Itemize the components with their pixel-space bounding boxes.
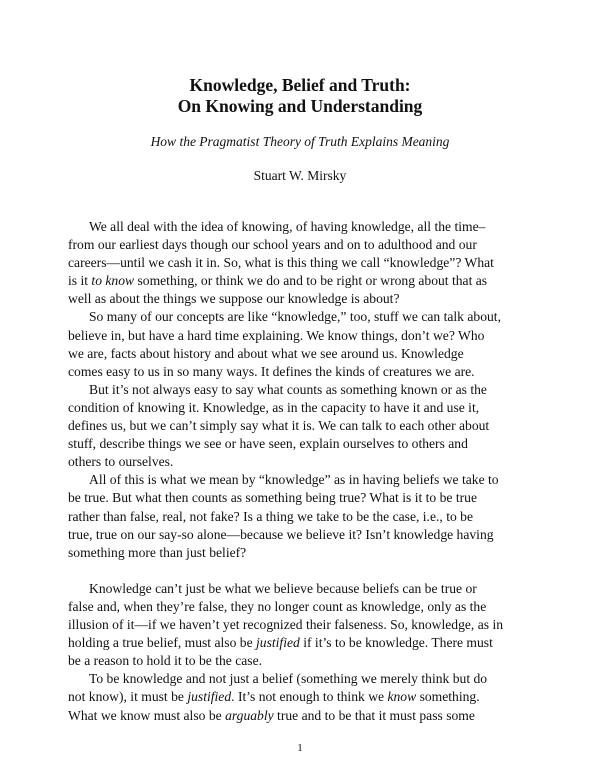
text-line: rather than false, real, not fake? Is a thing we take to be the case, i.e., to be	[68, 508, 473, 524]
text-line: defines us, but we can’t simply say what it is. We can talk to each other about	[68, 418, 490, 434]
subtitle: How the Pragmatist Theory of Truth Explains Meaning	[150, 134, 450, 149]
text-line: be true. But what then counts as something being true? What is it to be true	[68, 490, 477, 506]
text-line: What we know must also be arguably true and to be that it must pass some	[68, 707, 475, 723]
text-line: We all deal with the idea of knowing, of having knowledge, all the time–	[89, 219, 486, 234]
emphasis: know	[387, 689, 417, 705]
text-line: be a reason to hold it to be the case.	[68, 653, 263, 669]
text-line: careers—until we cash it in. So, what is this thing we call “knowledge”? What	[68, 255, 494, 271]
text-line: well as about the things we suppose our knowledge is about?	[68, 291, 400, 307]
text-line: Knowledge can’t just be what we believe because beliefs can be true or	[89, 580, 477, 596]
text-line: comes easy to us in so many ways. It defines the kinds of creatures we are.	[68, 363, 475, 379]
text-line: something more than just belief?	[68, 544, 247, 560]
paragraph	[68, 308, 538, 380]
emphasis: arguably	[225, 707, 274, 723]
paragraph	[68, 670, 538, 724]
text-line: true, true on our say-so alone—because we believe it? Isn’t knowledge having	[68, 526, 494, 542]
paragraph	[68, 381, 538, 471]
paragraph-gap	[68, 562, 538, 580]
text-line: believe in, but have a hard time explaining. We know things, don’t we? Who	[68, 327, 485, 343]
emphasis: to know	[91, 273, 135, 289]
emphasis: justified	[256, 635, 300, 651]
text-line: from our earliest days though our school years and on to adulthood and our	[68, 237, 477, 253]
paragraph	[68, 218, 538, 308]
text-line: we are, facts about history and about what we see around us. Knowledge	[68, 345, 464, 361]
title-line-1: Knowledge, Belief and Truth:	[189, 75, 411, 95]
text-line: To be knowledge and not just a belief (something we merely think but do	[89, 671, 488, 687]
text-line: So many of our concepts are like “knowledge,” too, stuff we can talk about,	[89, 309, 501, 325]
text-line: false and, when they’re false, they no longer count as knowledge, only as the	[68, 598, 487, 614]
text-line: is it to know something, or think we do and to be right or wrong about that as	[68, 273, 488, 289]
text-line: But it’s not always easy to say what counts as something known or as the	[89, 381, 487, 397]
emphasis: justified	[187, 689, 232, 705]
paragraph	[68, 580, 538, 670]
text-line: not know), it must be justified. It’s not enough to think we know something.	[68, 689, 480, 705]
text-line: holding a true belief, must also be justified if it’s to be knowledge. There must	[68, 635, 493, 651]
body-text	[68, 218, 538, 725]
text-line: condition of knowing it. Knowledge, as in the capacity to have it and use it,	[68, 399, 480, 415]
text-line: stuff, describe things we see or have seen, explain ourselves to others and	[68, 436, 468, 452]
title-line-2: On Knowing and Understanding	[177, 96, 423, 116]
author: Stuart W. Mirsky	[253, 168, 347, 183]
text-line: illusion of it—if we haven’t yet recognized their falseness. So, knowledge, as in	[68, 617, 504, 633]
paragraph	[68, 471, 538, 561]
text-line: All of this is what we mean by “knowledge” as in having beliefs we take to	[89, 472, 499, 488]
text-line: others to ourselves.	[68, 454, 174, 470]
page-number: 1	[297, 742, 303, 754]
